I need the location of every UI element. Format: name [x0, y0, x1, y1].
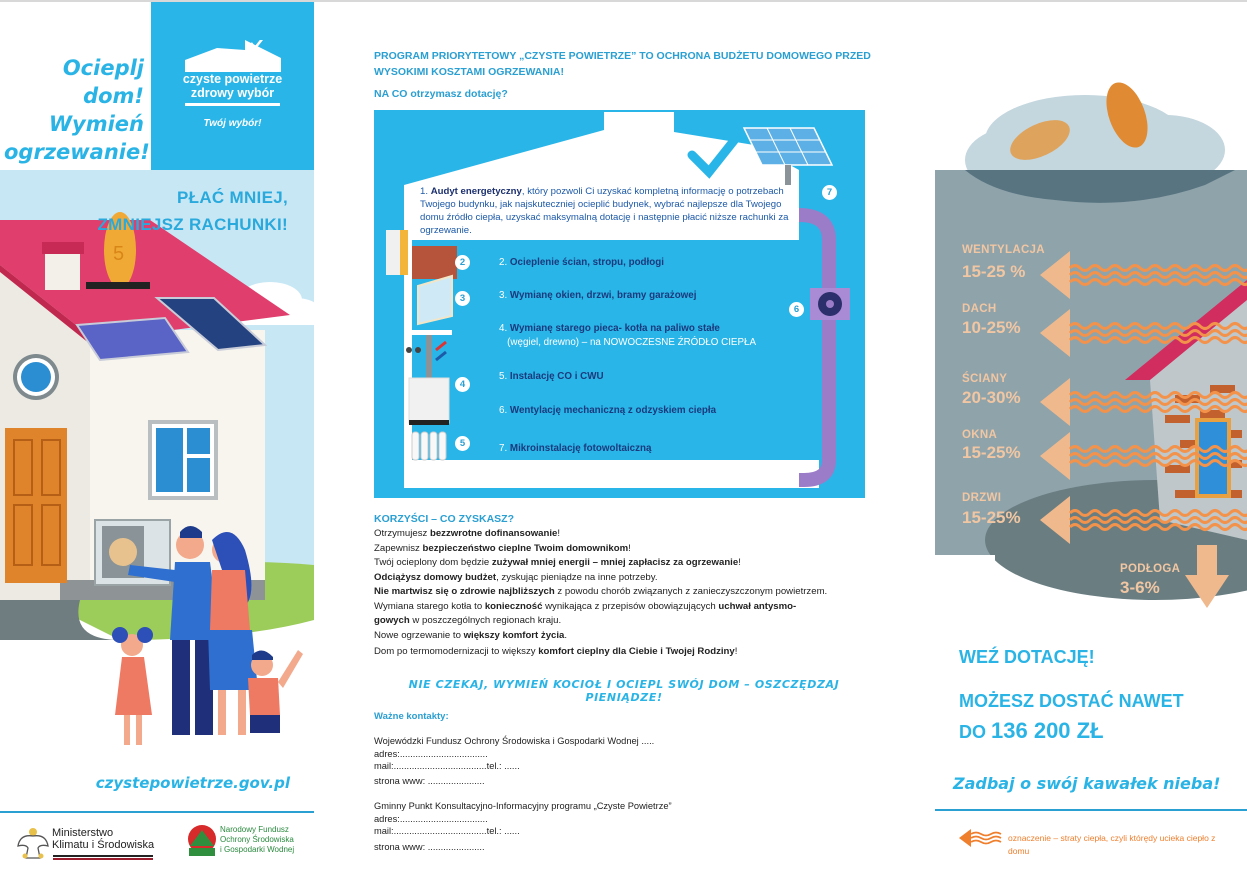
nfosigw-logo: [186, 824, 295, 863]
czyste-powietrze-logo: [151, 2, 314, 170]
call-to-action: NIE CZEKAJ, WYMIEŃ KOCIOŁ I OCIEPL SWÓJ DOM – OSZCZĘDZAJ PIENIĄDZE!: [408, 678, 840, 704]
ministry-line1: Ministerstwo: [52, 827, 114, 839]
benefit-bold-text: Nie martwisz się o zdrowie najbliższych: [374, 586, 555, 597]
loss-label-wentylacja: WENTYLACJA: [962, 244, 1045, 256]
benefit-text: .: [564, 629, 568, 641]
item-number: 3.: [499, 290, 508, 301]
grant-line: MOŻESZ DOSTAĆ NAWET: [959, 691, 1184, 711]
item-number: 7.: [499, 443, 508, 454]
house-check-icon: [185, 40, 281, 72]
loss-value-drzwi: 15-25%: [962, 508, 1021, 527]
legend-text: oznaczenie – straty ciepła, czyli którędy ucieka ciepło z domu: [1008, 833, 1216, 856]
pay-less-heading: [97, 184, 288, 238]
contact-line: mail:....................................tel.: ......: [374, 826, 520, 836]
grant-amount: 136 200 ZŁ: [991, 718, 1104, 743]
subsidy-item-3: [499, 289, 696, 303]
contact-line: Wojewódzki Fundusz Ochrony Środowiska i Gospodarki Wodnej .....: [374, 736, 655, 746]
item-number: 5.: [499, 371, 508, 382]
nfosigw-line3: i Gospodarki Wodnej: [220, 845, 295, 854]
right-panel: [935, 0, 1247, 883]
slogan-line: ogrzewanie!: [4, 140, 150, 164]
benefit-bold-text: konieczność: [484, 600, 543, 612]
benefit-text: Zapewnisz: [374, 542, 423, 554]
benefit-line: [374, 585, 884, 600]
benefit-line: [374, 600, 884, 615]
benefit-text: Dom po termomodernizacji to większy: [374, 646, 539, 657]
benefit-bold-text: większy komfort życia: [463, 629, 565, 641]
loss-label-podloga: PODŁOGA: [1120, 563, 1181, 575]
benefit-line: [374, 556, 884, 571]
item-number: 1.: [420, 186, 429, 197]
benefit-text: Nowe ogrzewanie to: [374, 629, 464, 641]
benefit-text: , zyskując pieniądze na inne potrzeby.: [496, 571, 658, 583]
benefit-line: [374, 614, 884, 629]
left-panel: [0, 2, 314, 883]
benefit-line: [374, 571, 884, 586]
benefit-text: z powodu chorób związanych z zanieczyszczonym powietrzem.: [554, 586, 828, 597]
benefit-text: Otrzymujesz: [374, 528, 430, 539]
item-number: 2.: [499, 257, 508, 268]
grant-amount-line: [959, 718, 1104, 744]
item-text: Wentylację mechaniczną z odzyskiem ciepła: [509, 405, 717, 416]
contact-line: adres:..................................: [374, 748, 488, 759]
pay-less-line: ZMNIEJSZ RACHUNKI!: [97, 215, 288, 234]
subsidy-items-panel: [374, 110, 865, 498]
benefit-bold-text: Odciążysz domowy budżet: [374, 571, 497, 583]
item-text: Wymianę okien, drzwi, bramy garażowej: [509, 290, 697, 301]
number-badge: 6: [789, 302, 804, 317]
benefit-bold-text: uchwał antysmo-: [718, 600, 797, 612]
loss-value-dach: 10-25%: [962, 318, 1021, 337]
contact-line: mail:....................................tel.: ......: [374, 761, 520, 771]
benefit-line: [374, 542, 884, 557]
contact-wfosigw: [374, 735, 654, 787]
loss-label-dach: DACH: [962, 303, 997, 315]
loss-value-okna: 15-25%: [962, 443, 1021, 462]
subsidy-question: NA CO otrzymasz dotację?: [374, 88, 508, 100]
item-number: 4.: [499, 323, 508, 334]
middle-panel: [374, 0, 894, 883]
loss-value-wentylacja: 15-25 %: [962, 262, 1026, 281]
logo-underline: [185, 103, 280, 106]
nfosigw-line2: Ochrony Środowiska: [220, 835, 294, 844]
subsidy-item-1: [420, 185, 790, 237]
item-text: Ocieplenie ścian, stropu, podłogi: [509, 257, 664, 268]
subsidy-item-6: [499, 404, 716, 418]
nfosigw-line1: Narodowy Fundusz: [220, 825, 289, 834]
ministry-flag-bar: [53, 855, 153, 860]
subsidy-item-4: [499, 322, 756, 350]
ministry-line2: Klimatu i Środowiska: [52, 839, 155, 851]
contacts-heading: Ważne kontakty:: [374, 711, 449, 722]
benefit-bold-text: gowych: [374, 615, 410, 626]
benefit-text: Twój ocieplony dom będzie: [374, 557, 492, 568]
benefit-line: [374, 527, 884, 542]
eagle-emblem-icon: [16, 824, 50, 860]
slogan-line: Ocieplj dom!: [62, 56, 144, 108]
benefit-bold-text: bezpieczeństwo cieplne Twoim domownikom: [422, 542, 629, 554]
house-family-illustration: [0, 170, 314, 770]
item-subtext: (węgiel, drewno) – na NOWOCZESNE ŹRÓDŁO CIEPŁA: [507, 337, 756, 348]
item-text: Mikroinstalację fotowoltaiczną: [509, 443, 652, 454]
benefit-text: !: [628, 542, 631, 554]
grant-heading: WEŹ DOTACJĘ!: [959, 647, 1095, 667]
contact-gminny-punkt: [374, 800, 672, 853]
slogan-line: Wymień: [48, 112, 144, 136]
grant-prefix: DO: [959, 722, 986, 742]
benefit-text: w poszczególnych regionach kraju.: [409, 615, 562, 626]
website-link[interactable]: czystepowietrze.gov.pl: [95, 774, 290, 792]
benefit-bold-text: bezzwrotne dofinansowanie: [429, 528, 558, 539]
benefit-text: Wymiana starego kotła to: [374, 600, 485, 612]
loss-value-podloga: 3-6%: [1120, 578, 1160, 597]
subsidy-item-7: [499, 442, 651, 456]
ministry-logo: [16, 824, 155, 865]
benefit-text: !: [557, 528, 561, 539]
heat-loss-arrow-icon: [959, 829, 1003, 847]
subsidy-item-5: [499, 370, 604, 384]
item-number: 6.: [499, 405, 508, 416]
subsidy-item-2: [499, 256, 664, 270]
slogan: [4, 54, 150, 166]
benefit-line: [374, 645, 884, 660]
number-badge: 3: [455, 291, 470, 306]
benefit-bold-text: zużywał mniej energii – mniej zapłacisz za ogrzewanie: [491, 557, 739, 568]
contact-line: strona www: ......................: [374, 775, 485, 786]
contact-line: adres:..................................: [374, 813, 488, 824]
loss-label-sciany: ŚCIANY: [962, 373, 1008, 385]
loss-value-sciany: 20-30%: [962, 388, 1021, 407]
logo-line1: czyste powietrze: [182, 72, 283, 86]
item-text: Wymianę starego pieca- kotła na paliwo stałe: [509, 323, 720, 334]
item-bold-text: Audyt energetyczny: [430, 186, 522, 197]
item-text: , który pozwoli Ci uzyskać kompletną informację o potrzebach Twojego budynku, jak najskuteczniej ocieplić budynek, wybrać najlepsze dla Twojego domu źródło ciepła, uzyskać maksymalną dotację i następnie płacić niższe rachunki za ogrzewanie.: [420, 186, 789, 236]
divider: [935, 809, 1247, 811]
contact-line: strona www: ......................: [374, 841, 485, 852]
number-badge: 2: [455, 255, 470, 270]
nfosigw-tree-icon: [186, 824, 218, 858]
benefit-text: !: [734, 646, 738, 657]
coin-digit: 5: [113, 243, 125, 265]
number-badge: 7: [822, 185, 837, 200]
pay-less-line: PŁAĆ MNIEJ,: [177, 188, 288, 207]
contact-line: Gminny Punkt Konsultacyjno-Informacyjny programu „Czyste Powietrze”: [374, 801, 672, 811]
loss-label-okna: OKNA: [962, 429, 998, 441]
benefits-list: [374, 527, 884, 660]
program-title: PROGRAM PRIORYTETOWY „CZYSTE POWIETRZE” TO OCHRONA BUDŻETU DOMOWEGO PRZED WYSOKIMI KOSZTAMI OGRZEWANIA!: [374, 50, 871, 78]
divider: [0, 811, 314, 813]
benefit-bold-text: komfort cieplny dla Ciebie i Twojej Rodziny: [538, 646, 735, 657]
nfosigw-text: [220, 825, 294, 855]
benefits-heading: KORZYŚCI – CO ZYSKASZ?: [374, 513, 515, 525]
benefit-line: [374, 629, 884, 644]
sky-slogan: Zadbaj o swój kawałek nieba!: [953, 774, 1221, 793]
logo-tagline: Twój wybór!: [203, 118, 262, 129]
benefit-text: !: [738, 557, 741, 568]
logo-line2: zdrowy wybór: [190, 86, 275, 100]
number-badge: 5: [455, 436, 470, 451]
benefit-text: wynikająca z przepisów obowiązujących: [542, 600, 719, 612]
item-text: Instalację CO i CWU: [509, 371, 604, 382]
number-badge: 4: [455, 377, 470, 392]
loss-label-drzwi: DRZWI: [962, 492, 1002, 504]
